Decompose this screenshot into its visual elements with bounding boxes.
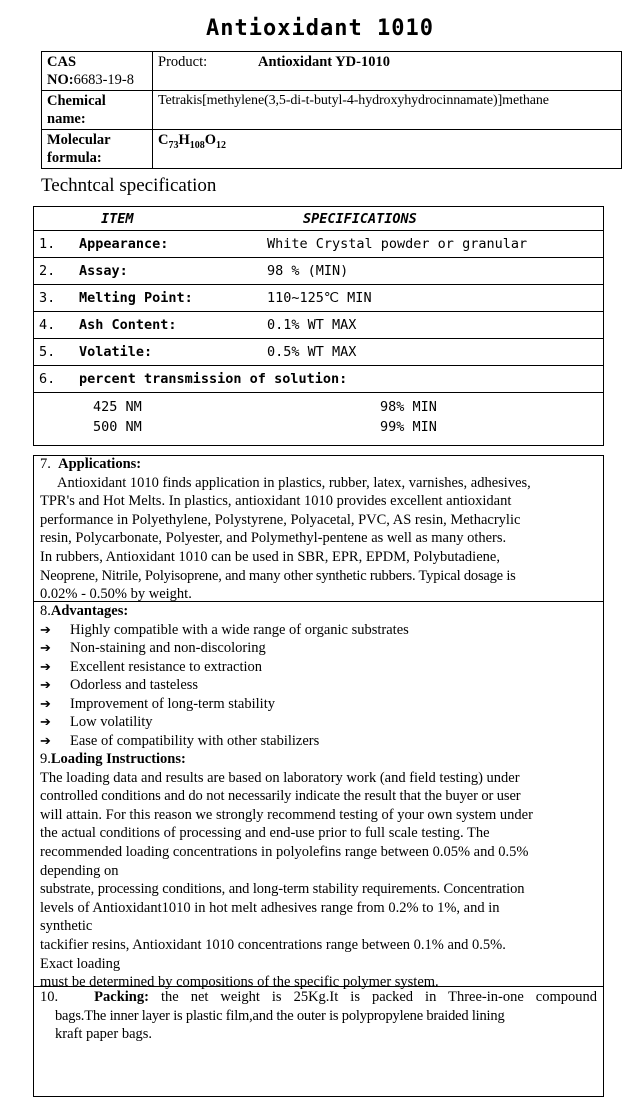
advantage-item: ➔ Improvement of long-term stability [40, 695, 275, 712]
spec-item-value: 110~125℃ MIN [262, 285, 604, 312]
product-name: Antioxidant YD-1010 [258, 54, 390, 70]
advantages-heading-line [40, 602, 128, 621]
chemical-name-value: Tetrakis[methylene(3,5-di-t-butyl-4-hydroxyhydrocinnamate)]methane [153, 91, 622, 130]
arrow-left-icon: ➔ [40, 714, 51, 729]
wavelength: 500 NM [74, 417, 262, 446]
text-line: performance in Polyethylene, Polystyrene, Polyacetal, PVC, AS resin, Methacrylic [40, 511, 521, 528]
transmission-value: 98% MIN [262, 393, 604, 418]
row-number: 6. [34, 366, 75, 393]
text-line: the actual conditions of processing and end-use prior to full scale testing. The [40, 825, 490, 842]
molecular-formula-label: Molecular formula: [42, 130, 153, 169]
arrow-left-icon: ➔ [40, 658, 51, 674]
advantage-item: ➔ Ease of compatibility with other stabilizers [40, 732, 320, 749]
row-number: 2. [34, 258, 75, 285]
product-info-table [41, 51, 622, 169]
text-line: The loading data and results are based on laboratory work (and field testing) under [40, 769, 520, 786]
spec-item-value: 0.5% WT MAX [262, 339, 604, 366]
page-title: Antioxidant 1010 [206, 16, 434, 41]
text-line: Antioxidant 1010 finds application in plastics, rubber, latex, varnishes, adhesives, [57, 474, 531, 491]
divider [34, 986, 603, 987]
spec-item-value: White Crystal powder or granular [262, 231, 604, 258]
packing-heading: Packing: [94, 989, 149, 1005]
loading-section [40, 750, 533, 992]
arrow-left-icon: ➔ [40, 732, 51, 748]
text-line: levels of Antioxidant1010 in hot melt adhesives range from 0.2% to 1%, and in [40, 899, 500, 916]
molecular-formula-value: $C_{73}H_{108}O_{12}$ [153, 130, 622, 169]
product-cell [153, 52, 622, 91]
packing-section [40, 988, 597, 1044]
spec-table [33, 206, 604, 446]
advantage-item: ➔ Odorless and tasteless [40, 677, 199, 693]
applications-heading: Applications: [58, 456, 142, 472]
row-number: 1. [34, 231, 75, 258]
spec-item-name: Assay: [74, 258, 262, 285]
spec-item-name: Appearance: [74, 231, 262, 258]
product-label: Product: [158, 54, 208, 70]
text-line: depending on [40, 862, 119, 879]
spec-item-name: Melting Point: [74, 285, 262, 312]
loading-heading: Loading Instructions: [50, 751, 186, 767]
spec-item-name: Ash Content: [74, 312, 262, 339]
text-line: will attain. For this reason we strongly recommend testing of your own system under [40, 806, 533, 823]
advantage-item: ➔ Non-staining and non-discoloring [40, 640, 266, 656]
text-line: must be determined by compositions of the specific polymer system. [40, 974, 439, 991]
row-number: 4. [34, 312, 75, 339]
cas-number: 6683-19-8 [73, 72, 135, 88]
arrow-left-icon: ➔ [40, 621, 51, 637]
details-box [33, 455, 604, 1097]
spec-item-name: Volatile: [74, 339, 262, 366]
wavelength: 425 NM [93, 399, 142, 415]
arrow-left-icon: ➔ [40, 640, 51, 655]
section-number: 7. [40, 456, 51, 472]
text-line: recommended loading concentrations in polyolefins range between 0.05% and 0.5% [40, 843, 529, 860]
text-line: TPR's and Hot Melts. In plastics, antioxidant 1010 provides excellent antioxidant [40, 493, 512, 510]
row-number: 5. [34, 339, 75, 366]
col-item: ITEM [74, 207, 262, 231]
section-number: 9. [40, 751, 51, 767]
cas-label: CAS [47, 54, 77, 70]
cas-no-label: NO: [47, 72, 74, 88]
section-number: 10. [40, 989, 59, 1005]
text-line: substrate, processing conditions, and long-term stability requirements. Concentration [40, 881, 525, 898]
spec-item-value: 98 % (MIN) [262, 258, 604, 285]
row-number: 3. [34, 285, 75, 312]
advantages-heading: Advantages: [50, 603, 129, 619]
text-line: Exact loading [40, 955, 121, 972]
col-specifications: SPECIFICATIONS [262, 207, 604, 231]
text-line: the net weight is 25Kg.It is packed in Three-in-one compound [160, 989, 597, 1005]
spec-heading: Techntcal specification [41, 175, 217, 196]
spec-item-value: 0.1% WT MAX [262, 312, 604, 339]
text-line: tackifier resins, Antioxidant 1010 concentrations range between 0.1% and 0.5%. [40, 936, 506, 953]
advantage-item: ➔ Low volatility [40, 714, 153, 730]
advantage-item: ➔ Highly compatible with a wide range of organic substrates [40, 621, 409, 638]
cas-cell [42, 52, 153, 91]
text-line: synthetic [40, 918, 93, 935]
transmission-value: 99% MIN [262, 417, 604, 446]
text-line: controlled conditions and do not necessarily indicate the result that the buyer or user [40, 788, 521, 805]
chemical-name-label: Chemical name: [42, 91, 153, 130]
text-line: 0.02% - 0.50% by weight. [40, 586, 192, 603]
text-line: bags.The inner layer is plastic film,and the outer is polypropylene braided lining [55, 1007, 505, 1024]
text-line: resin, Polycarbonate, Polyester, and Polymethyl-pentene as well as many others. [40, 530, 507, 547]
advantage-item: ➔ Excellent resistance to extraction [40, 658, 263, 675]
spec-item-name: percent transmission of solution: [74, 366, 604, 393]
text-line: In rubbers, Antioxidant 1010 can be used in SBR, EPR, EPDM, Polybutadiene, [40, 548, 500, 565]
section-number: 8. [40, 603, 51, 619]
text-line: Neoprene, Nitrile, Polyisoprene, and many other synthetic rubbers. Typical dosage is [40, 567, 516, 584]
arrow-left-icon: ➔ [40, 677, 51, 692]
arrow-left-icon: ➔ [40, 695, 51, 711]
applications-section [40, 455, 531, 604]
text-line: kraft paper bags. [55, 1026, 153, 1043]
